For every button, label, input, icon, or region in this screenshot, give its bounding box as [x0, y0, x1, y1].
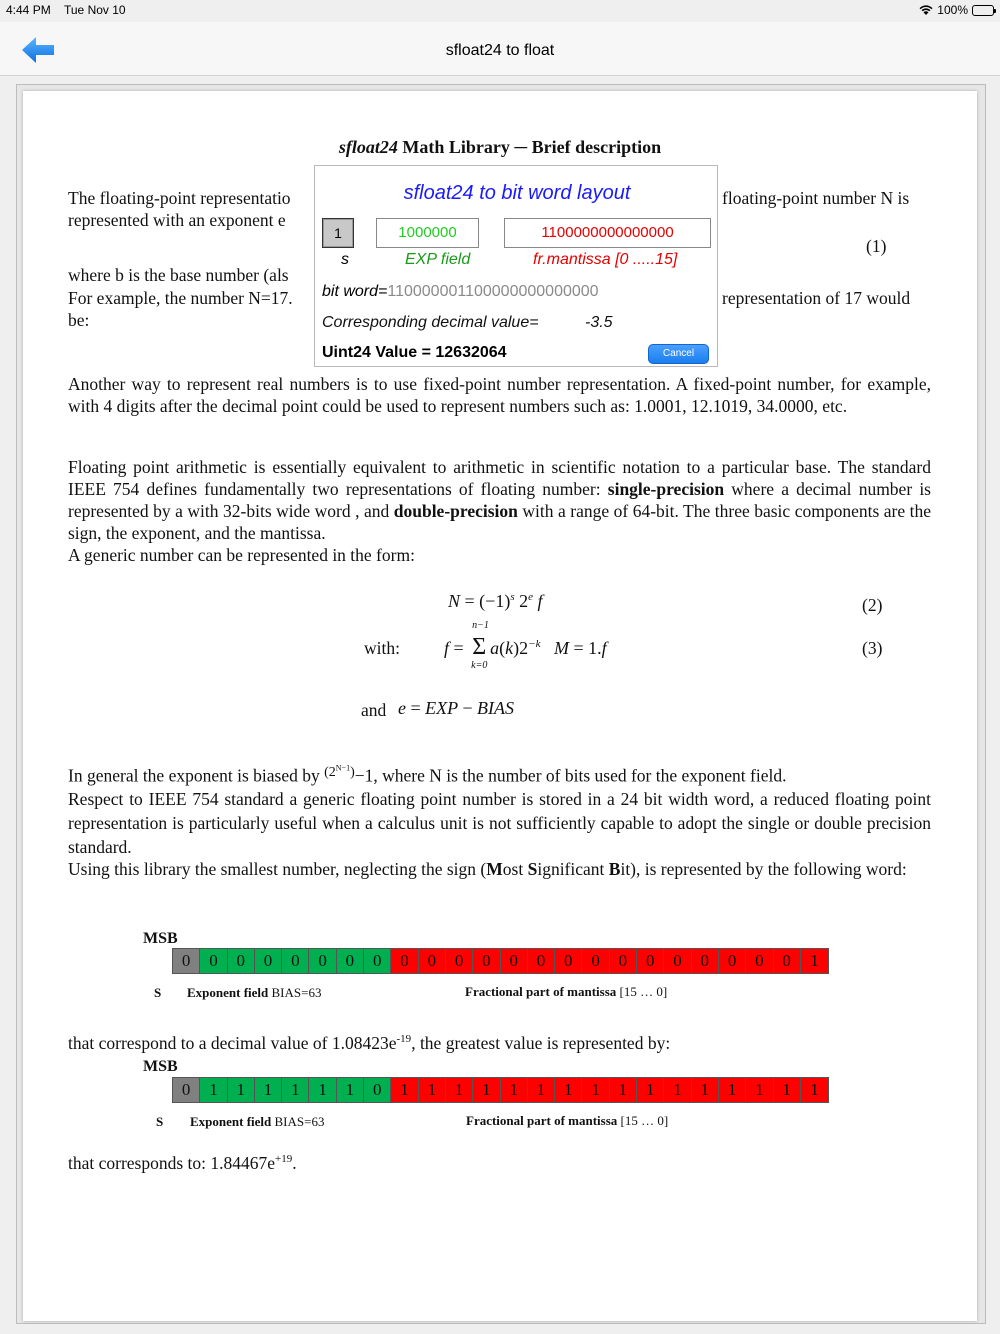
paragraph-24bit: Respect to IEEE 754 standard a generic floating point number is stored in a 24 bit width word, a reduced floating point representation is particularly useful when a calculus unit is not sufficiently capable to adopt the single or double precision standard.	[68, 789, 931, 857]
caption-exponent-1: Exponent field BIAS=63	[187, 985, 322, 1000]
p1-line5-left: be:	[68, 310, 90, 330]
exponent-bit-cell: 0	[364, 949, 391, 973]
status-time: 4:44 PM	[6, 3, 51, 17]
paragraph-ieee754: Floating point arithmetic is essentially equivalent to arithmetic in scientific notation to a particular base. The standard IEEE 754 defines fundamentally two representations of floating number: single-precision where a decimal number is represented by a with 32-bits wide word , and double-precision with a range of 64-bit. The three basic components are the sign, the exponent, and the mantissa.	[68, 457, 931, 543]
bit-layout-dialog	[314, 165, 718, 367]
title-rest: Math Library ─ Brief description	[397, 137, 662, 157]
mantissa-bit-cell: 0	[774, 949, 801, 973]
exponent-bit-cell: 1	[309, 1078, 336, 1102]
status-bar	[0, 0, 1000, 22]
p1-line4-right: representation of 17 would	[722, 288, 911, 308]
navigation-bar	[0, 22, 1000, 76]
mantissa-bit-cell: 1	[528, 1078, 555, 1102]
mantissa-bit-cell: 0	[746, 949, 773, 973]
paragraph-greatest-value: that corresponds to: $1.84467e^{+19}$.	[68, 1152, 297, 1173]
caption-sign-2: S	[156, 1114, 164, 1129]
mantissa-bit-cell: 1	[637, 1078, 664, 1102]
paragraph-bias: In general the exponent is biased by $^{(2^{N-1})}$−1, where N is the number of bits used for the exponent field.	[68, 763, 787, 786]
exponent-field[interactable]: 1000000	[376, 218, 479, 248]
mantissa-bit-cell: 1	[555, 1078, 582, 1102]
mantissa-bit-cell: 0	[637, 949, 664, 973]
p1-line3-left: where b is the base number (als	[68, 265, 289, 285]
bit-word-readout	[322, 283, 599, 301]
exponent-bit-cell: 1	[282, 1078, 309, 1102]
mantissa-bit-cell: 1	[801, 1078, 828, 1102]
status-right	[919, 3, 994, 17]
exponent-bit-cell: 0	[282, 949, 309, 973]
exp-field-label: EXP field	[405, 251, 471, 268]
mantissa-bit-cell: 1	[391, 1078, 418, 1102]
mantissa-bit-cell: 1	[473, 1078, 500, 1102]
p1-line1-left: The floating-point representatio	[68, 188, 291, 208]
nav-title: sfloat24 to float	[445, 42, 555, 59]
exponent-bit-cell: 1	[228, 1078, 255, 1102]
bit-table-smallest	[172, 948, 829, 974]
mantissa-bit-cell: 1	[664, 1078, 691, 1102]
dialog-title: sfloat24 to bit word layout	[403, 182, 631, 204]
exponent-bit-cell: 0	[228, 949, 255, 973]
mantissa-bit-cell: 0	[692, 949, 719, 973]
p1-line1-right: floating-point number N is	[722, 188, 910, 208]
mantissa-bit-cell: 0	[664, 949, 691, 973]
equation-3: f = n−1 Σ k=0 $a(k)2^{-k}$ M = 1.f	[444, 620, 607, 671]
paragraph-smallest: Using this library the smallest number, neglecting the sign (Most Significant Bit), is represented by the following word:	[68, 859, 907, 879]
uint24-value: Uint24 Value = 12632064	[322, 344, 507, 361]
exponent-bit-cell: 1	[200, 1078, 227, 1102]
decimal-value-readout	[322, 314, 613, 332]
exponent-bit-cell: 1	[255, 1078, 282, 1102]
exponent-bit-cell: 0	[255, 949, 282, 973]
eq2-number: (2)	[862, 595, 883, 615]
wifi-icon	[919, 5, 933, 16]
caption-sign-1: S	[154, 985, 162, 1000]
mantissa-bit-cell: 0	[719, 949, 746, 973]
sign-bit-cell: 0	[173, 949, 200, 973]
eq3-with-label: with:	[364, 638, 400, 658]
cancel-button[interactable]: Cancel	[648, 344, 709, 364]
exponent-bit-cell: 0	[337, 949, 364, 973]
sign-bit-cell: 0	[173, 1078, 200, 1102]
mantissa-bit-cell: 1	[501, 1078, 528, 1102]
mantissa-bit-cell: 1	[610, 1078, 637, 1102]
decimal-value: -3.5	[585, 314, 613, 331]
mantissa-bit-cell: 0	[528, 949, 555, 973]
mantissa-field[interactable]: 1100000000000000	[504, 218, 711, 248]
paragraph-fixed-point: Another way to represent real numbers is to use fixed-point number representation. A fixed-point number, for example, with 4 digits after the decimal point could be used to represent numbers such as: 1.0001, 12.1019, 34.0000, etc.	[68, 374, 931, 416]
document-title	[0, 137, 1000, 158]
sign-label: s	[341, 251, 349, 268]
battery-icon	[972, 5, 994, 16]
msb-label-1: MSB	[143, 930, 178, 947]
mantissa-bit-cell: 1	[582, 1078, 609, 1102]
mantissa-bit-cell: 0	[419, 949, 446, 973]
exponent-bit-cell: 1	[337, 1078, 364, 1102]
eq3-number: (3)	[862, 638, 883, 658]
mantissa-bit-cell: 0	[446, 949, 473, 973]
mantissa-bit-cell: 1	[446, 1078, 473, 1102]
caption-exponent-2: Exponent field BIAS=63	[190, 1114, 325, 1129]
paragraph-generic-form: A generic number can be represented in the form:	[68, 545, 415, 565]
bit-word-value: 110000001100000000000000	[387, 283, 599, 300]
mantissa-bit-cell: 0	[473, 949, 500, 973]
eq1-number: (1)	[866, 236, 887, 256]
paragraph-smallest-value: that correspond to a decimal value of $1.08423e^{-19}$, the greatest value is represented by:	[68, 1032, 671, 1053]
equation-2: $N = (-1)^s$ 2e f	[448, 591, 543, 611]
mantissa-bit-cell: 0	[582, 949, 609, 973]
mantissa-bit-cell: 0	[501, 949, 528, 973]
mantissa-bit-cell: 1	[719, 1078, 746, 1102]
mantissa-bit-cell: 1	[774, 1078, 801, 1102]
status-date: Tue Nov 10	[64, 3, 126, 17]
caption-mantissa-1: Fractional part of mantissa [15 … 0]	[465, 984, 668, 999]
mantissa-label: fr.mantissa [0 .....15]	[533, 251, 678, 268]
sign-bit-field[interactable]: 1	[322, 218, 354, 248]
msb-label-2: MSB	[143, 1058, 178, 1075]
mantissa-bit-cell: 0	[555, 949, 582, 973]
mantissa-bit-cell: 1	[419, 1078, 446, 1102]
bit-table-greatest	[172, 1077, 829, 1103]
mantissa-bit-cell: 1	[692, 1078, 719, 1102]
exponent-bit-cell: 0	[200, 949, 227, 973]
mantissa-bit-cell: 0	[610, 949, 637, 973]
mantissa-bit-cell: 1	[801, 949, 828, 973]
exponent-bit-cell: 0	[309, 949, 336, 973]
caption-mantissa-2: Fractional part of mantissa [15 … 0]	[466, 1113, 669, 1128]
p1-line2-left: represented with an exponent e	[68, 210, 286, 230]
exponent-bit-cell: 0	[364, 1078, 391, 1102]
decimal-value-label: Corresponding decimal value=	[322, 314, 539, 331]
battery-percent: 100%	[937, 3, 968, 17]
mantissa-bit-cell: 0	[391, 949, 418, 973]
title-italic: sfloat24	[338, 137, 398, 157]
equation-4: e = EXP − BIAS	[398, 698, 514, 718]
mantissa-bit-cell: 1	[746, 1078, 773, 1102]
bit-word-label: bit word=	[322, 283, 388, 300]
eq4-and-label: and	[361, 700, 387, 720]
p1-line4-left: For example, the number N=17.	[68, 288, 293, 308]
